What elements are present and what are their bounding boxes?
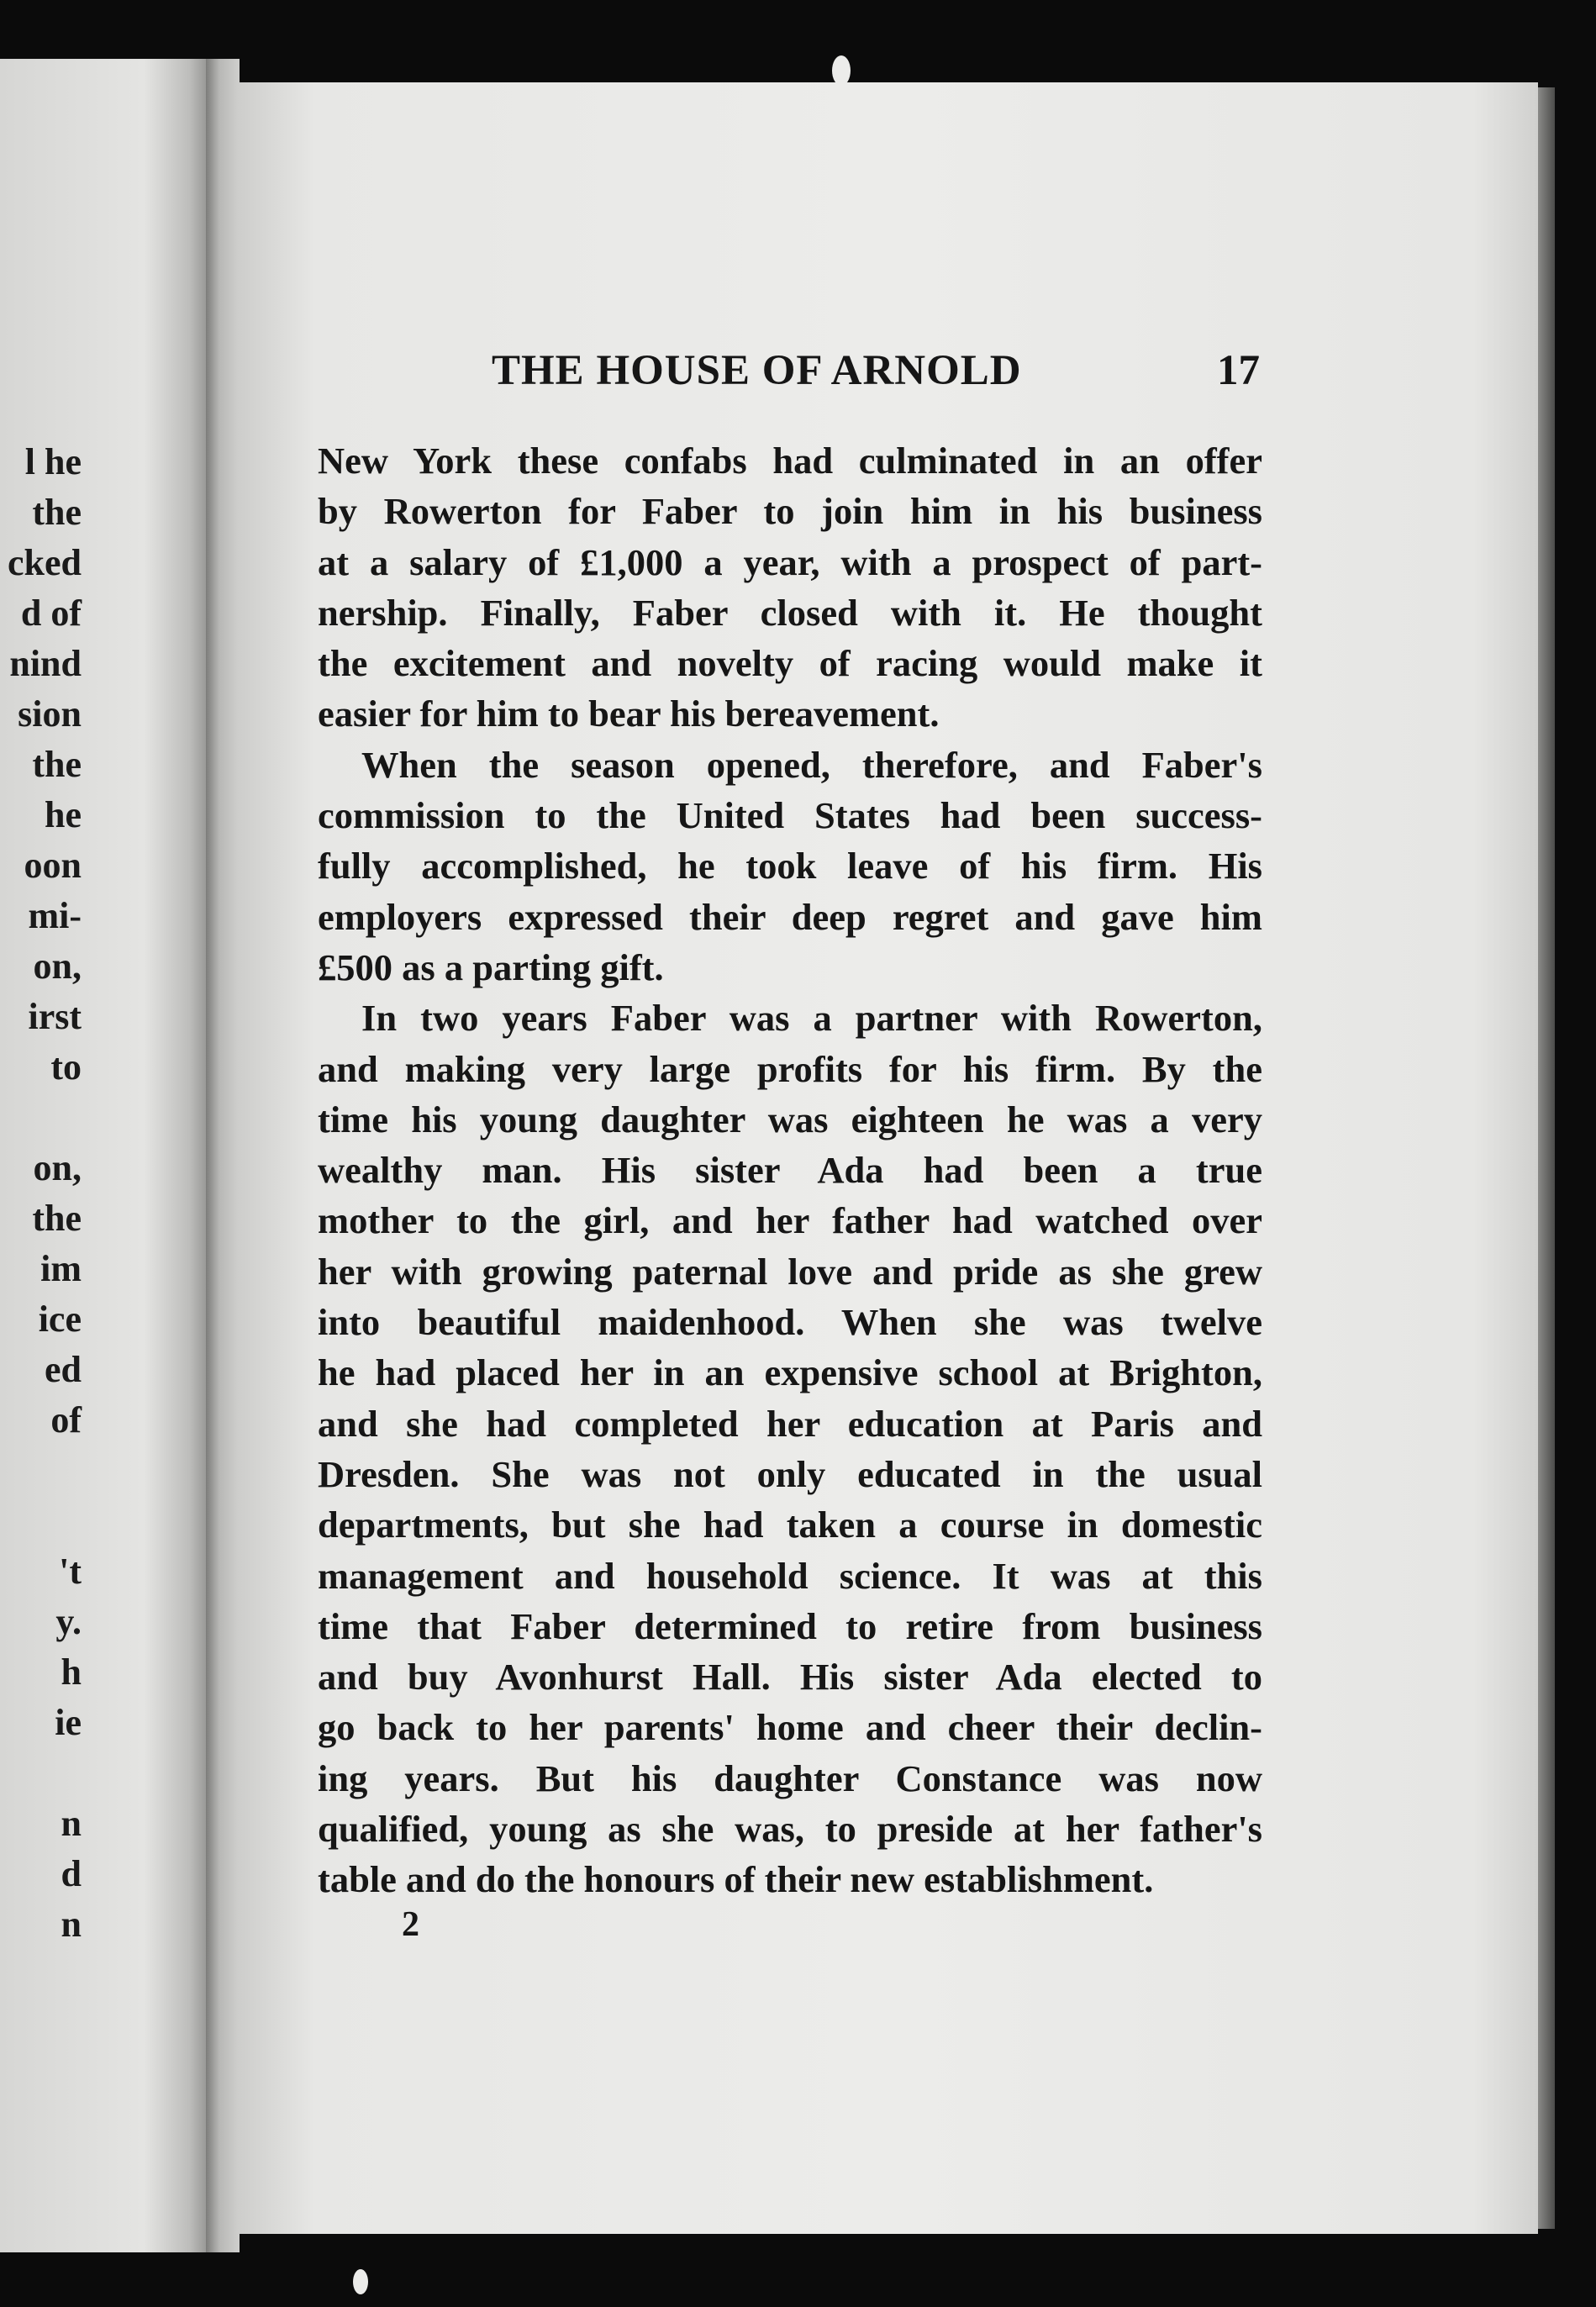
left-page-fragment: mi- bbox=[28, 895, 82, 936]
left-page-fragment: n bbox=[61, 1803, 82, 1844]
left-page-fragment: to bbox=[50, 1046, 82, 1088]
text-line: When the season opened, therefore, and Faber's bbox=[361, 743, 1262, 786]
text-line: commission to the United States had been success- bbox=[318, 794, 1262, 837]
text-line: and she had completed her education at Paris and bbox=[318, 1402, 1262, 1445]
left-page-fragment: n bbox=[61, 1904, 82, 1945]
text-line: and buy Avonhurst Hall. His sister Ada elected to bbox=[318, 1656, 1262, 1699]
text-line: ing years. But his daughter Constance was now bbox=[318, 1757, 1262, 1799]
left-page-fragment: irst bbox=[28, 996, 82, 1037]
left-page-fragment: sion bbox=[18, 693, 82, 735]
left-page bbox=[0, 59, 206, 2252]
text-line: employers expressed their deep regret and gave him bbox=[318, 895, 1262, 938]
left-page-fragment: oon bbox=[24, 845, 82, 886]
page-edge bbox=[1538, 87, 1555, 2229]
text-line: New York these confabs had culminated in an offer bbox=[318, 440, 1262, 482]
left-page-fragment: ice bbox=[38, 1298, 82, 1340]
text-line: In two years Faber was a partner with Rowerton, bbox=[361, 997, 1262, 1040]
left-page-fragment: he bbox=[45, 794, 82, 835]
left-page-fragment: on, bbox=[33, 1147, 82, 1188]
left-page-fragment: d bbox=[61, 1853, 82, 1894]
text-line: her with growing paternal love and pride as she grew bbox=[318, 1250, 1262, 1293]
left-page-fragment: the bbox=[32, 492, 82, 533]
body-text bbox=[318, 435, 1262, 1905]
left-page-fragment: the bbox=[32, 744, 82, 785]
text-line: he had placed her in an expensive school at Brighton, bbox=[318, 1351, 1262, 1394]
left-page-fragment: ed bbox=[45, 1349, 82, 1390]
signature-mark: 2 bbox=[402, 1905, 419, 1944]
text-line: £500 as a parting gift. bbox=[318, 945, 664, 988]
text-line: the excitement and novelty of racing would make it bbox=[318, 642, 1262, 685]
left-page-fragment: im bbox=[40, 1248, 82, 1289]
text-line: into beautiful maidenhood. When she was twelve bbox=[318, 1301, 1262, 1344]
text-line: go back to her parents' home and cheer their declin- bbox=[318, 1706, 1262, 1749]
left-page-fragment: nind bbox=[9, 643, 82, 684]
left-page-fragment: h bbox=[61, 1651, 82, 1693]
text-line: mother to the girl, and her father had watched over bbox=[318, 1199, 1262, 1242]
text-line: by Rowerton for Faber to join him in his business bbox=[318, 490, 1262, 533]
running-head: THE HOUSE OF ARNOLD bbox=[492, 347, 1022, 394]
left-page-fragment: l he bbox=[24, 441, 82, 482]
text-line: Dresden. She was not only educated in the usual bbox=[318, 1452, 1262, 1495]
left-page-fragment: cked bbox=[8, 542, 82, 583]
scan-speck bbox=[832, 55, 851, 86]
text-line: management and household science. It was at this bbox=[318, 1554, 1262, 1597]
left-page-fragment: y. bbox=[55, 1601, 82, 1642]
text-line: table and do the honours of their new establishment. bbox=[318, 1858, 1154, 1901]
text-line: and making very large profits for his firm. By the bbox=[318, 1047, 1262, 1090]
left-page-fragment: 't bbox=[59, 1551, 82, 1592]
book-gutter bbox=[206, 59, 240, 2252]
text-line: nership. Finally, Faber closed with it. He thought bbox=[318, 591, 1262, 634]
text-line: time his young daughter was eighteen he was a very bbox=[318, 1098, 1262, 1140]
left-page-fragment: the bbox=[32, 1198, 82, 1239]
left-page-fragment: on, bbox=[33, 945, 82, 987]
text-line: easier for him to bear his bereavement. bbox=[318, 693, 940, 735]
text-line: fully accomplished, he took leave of his firm. His bbox=[318, 845, 1262, 888]
text-line: time that Faber determined to retire from business bbox=[318, 1604, 1262, 1647]
left-page-fragment: d of bbox=[20, 593, 82, 634]
left-page-fragment: ie bbox=[55, 1702, 82, 1743]
page-number: 17 bbox=[1217, 347, 1260, 394]
text-line: qualified, young as she was, to preside at her father's bbox=[318, 1808, 1262, 1851]
text-line: wealthy man. His sister Ada had been a true bbox=[318, 1149, 1262, 1192]
left-page-fragment: of bbox=[50, 1399, 82, 1441]
text-line: at a salary of £1,000 a year, with a prospect of part- bbox=[318, 540, 1262, 583]
scan-speck bbox=[353, 2269, 368, 2294]
text-line: departments, but she had taken a course in domestic bbox=[318, 1504, 1262, 1546]
